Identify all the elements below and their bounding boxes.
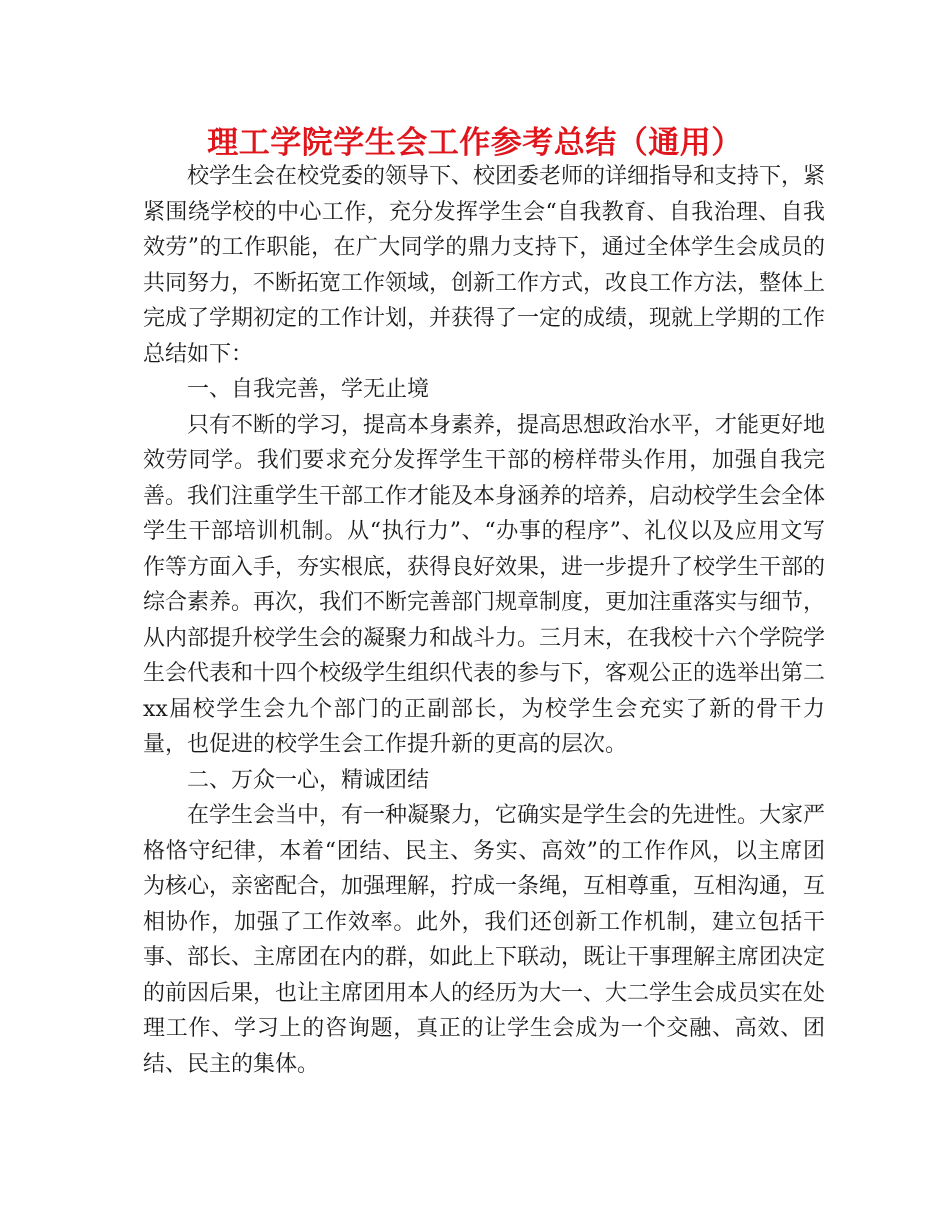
section-1-paragraph: 只有不断的学习，提高本身素养，提高思想政治水平，才能更好地效劳同学。我们要求充分发挥学生干部的榜样带头作用，加强自我完善。我们注重学生干部工作才能及本身涵养的培养，启动校学生会全体学生干部培训机制。从“执行力”、“办事的程序”、礼仪以及应用文写作等方面入手，夯实根底，获得良好效果，进一步提升了校学生干部的综合素养。再次，我们不断完善部门规章制度，更加注重落实与细节，从内部提升校学生会的凝聚力和战斗力。三月末，在我校十六个学院学生会代表和十四个校级学生组织代表的参与下，客观公正的选举出第二xx届校学生会九个部门的正副部长，为校学生会充实了新的骨干力量，也促进的校学生会工作提升新的更高的层次。 bbox=[143, 412, 826, 757]
section-heading-1: 一、自我完善，学无止境 bbox=[187, 377, 430, 402]
document-title: 理工学院学生会工作参考总结（通用） bbox=[207, 125, 743, 161]
section-heading-2: 二、万众一心，精诚团结 bbox=[187, 767, 430, 793]
intro-paragraph: 校学生会在校党委的领导下、校团委老师的详细指导和支持下，紧紧围绕学校的中心工作，充分发挥学生会“自我教育、自我治理、自我效劳”的工作职能，在广大同学的鼎力支持下，通过全体学生会成员的共同努力，不断拓宽工作领域，创新工作方式，改良工作方法，整体上完成了学期初定的工作计划，并获得了一定的成绩，现就上学期的工作总结如下： bbox=[143, 164, 826, 367]
document-body bbox=[143, 159, 825, 1082]
section-2-paragraph: 在学生会当中，有一种凝聚力，它确实是学生会的先进性。大家严格恪守纪律，本着“团结、民主、务实、高效”的工作作风，以主席团为核心，亲密配合，加强理解，拧成一条绳，互相尊重，互相沟通，互相协作，加强了工作效率。此外，我们还创新工作机制，建立包括干事、部长、主席团在内的群，如此上下联动，既让干事理解主席团决定的前因后果，也让主席团用本人的经历为大一、大二学生会成员实在处理工作、学习上的咨询题，真正的让学生会成为一个交融、高效、团结、民主的集体。 bbox=[143, 803, 826, 1077]
